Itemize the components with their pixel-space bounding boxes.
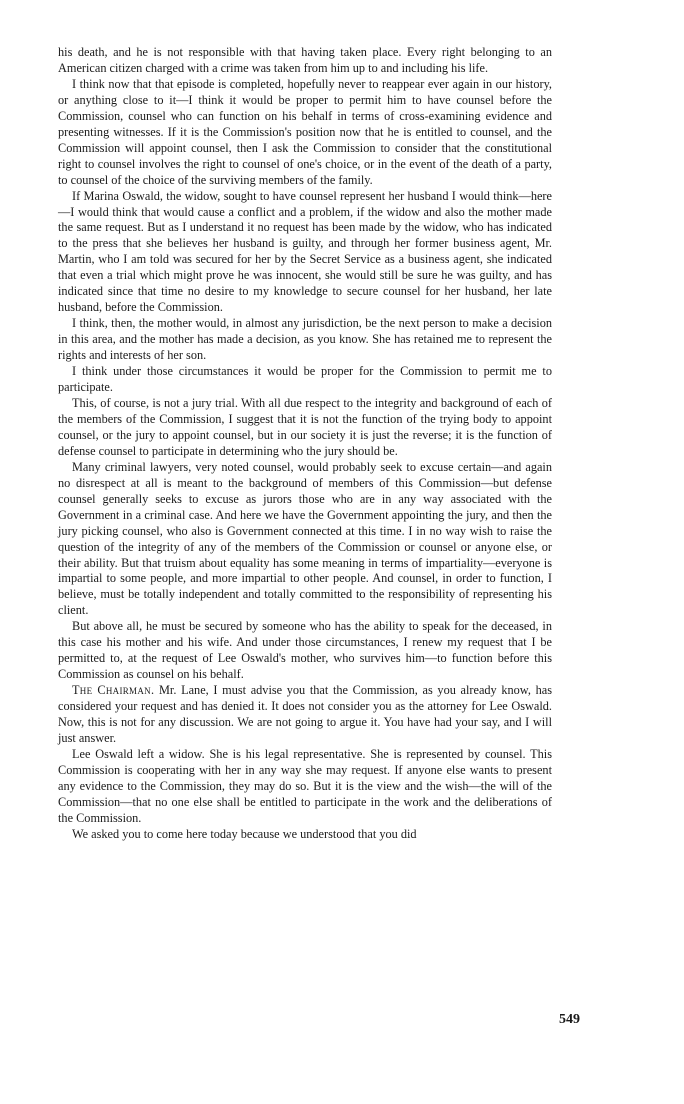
paragraph: his death, and he is not responsible with that having taken place. Every right belonging to an American citizen charged with a crime was taken from him up to and including his life. — [58, 45, 552, 75]
paragraph: I think under those circumstances it would be proper for the Commission to permit me to participate. — [58, 364, 552, 395]
paragraph: I think now that that episode is completed, hopefully never to reappear ever again in our history, or anything close to it—I think it would be proper to permit him to have counsel before the Commission, counsel who can function on his behalf in terms of cross-examining evidence and presenting witnesses. If it is the Commission's position now that he is entitled to counsel, and the Commission will appoint counsel, then I ask the Commission to consider that the constitutional right to counsel involves the right to counsel of one's choice, or in the event of the death of a party, to counsel of the choice of the surviving members of the family. — [58, 76, 552, 187]
paragraph: But above all, he must be secured by someone who has the ability to speak for the deceased, in this case his mother and his wife. And under those circumstances, I renew my request that I be permitted to, at the request of Lee Oswald's mother, who survives him—to function before this Commission as counsel on his behalf. — [58, 619, 552, 682]
paragraph: I think, then, the mother would, in almost any jurisdiction, be the next person to make a decision in this area, and the mother has made a decision, as you know. She has retained me to represent the rights and interests of her son. — [58, 316, 552, 363]
paragraph: We asked you to come here today because we understood that you did — [72, 826, 417, 841]
page-number: 549 — [559, 1012, 580, 1027]
paragraph: Lee Oswald left a widow. She is his legal representative. She is represented by counsel. This Commission is cooperating with her in any way she may request. If anyone else wants to present any evidence to the Commission, they may do so. But it is the view and the wish—the will of the Commission—that no one else shall be entitled to participate in the work and the deliberations of the Commission. — [58, 746, 552, 825]
paragraph: If Marina Oswald, the widow, sought to have counsel represent her husband I would think—here—I would think that would cause a conflict and a problem, if the widow and also the mother made the same request. But as I understand it no request has been made by the widow, who has indicated to the press that she believes her husband is guilty, and through her former business agent, Mr. Martin, who I am told was secured for her by the Secret Service as a business agent, she indicated that even a trial which might prove he was innocent, she would still be sure he was guilty, and has indicated since that time no desire to my knowledge to secure counsel for her husband, her late husband, before the Commission. — [58, 188, 552, 315]
chairman-paragraph — [58, 683, 552, 747]
paragraph: Many criminal lawyers, very noted counsel, would probably seek to excuse certain—and again no disrespect at all is meant to the background of members of this Commission—but defense counsel generally seeks to excuse as jurors those who are in any way associated with the Government in a criminal case. And here we have the Government appointing the jury, and then the jury picking counsel, who also is Government connected at this time. I in no way wish to raise the question of the integrity of any of the members of the Commission or counsel or anyone else, or their ability. But that truism about equality has some meaning in terms of impartiality—everyone is impartial to some people, and more impartial to other people. And counsel, in order to function, I believe, must be totally independent and totally committed to the responsibility of representing his client. — [58, 459, 552, 618]
speaker-text: Mr. Lane, I must advise you that the Commission, as you already know, has considered your request and has denied it. It does not consider you as the attorney for Lee Oswald. Now, this is not for any discussion. We are not going to argue it. You have had your say, and I will just answer. — [58, 683, 552, 745]
body-text — [58, 45, 552, 843]
paragraph: This, of course, is not a jury trial. With all due respect to the integrity and background of each of the members of the Commission, I suggest that it is not the function of the trying body to appoint counsel, or the jury to appoint counsel, but in our society it is just the reverse; it is the function of defense counsel to participate in determining who the jury should be. — [58, 395, 552, 458]
speaker-label: The Chairman. — [72, 683, 155, 698]
